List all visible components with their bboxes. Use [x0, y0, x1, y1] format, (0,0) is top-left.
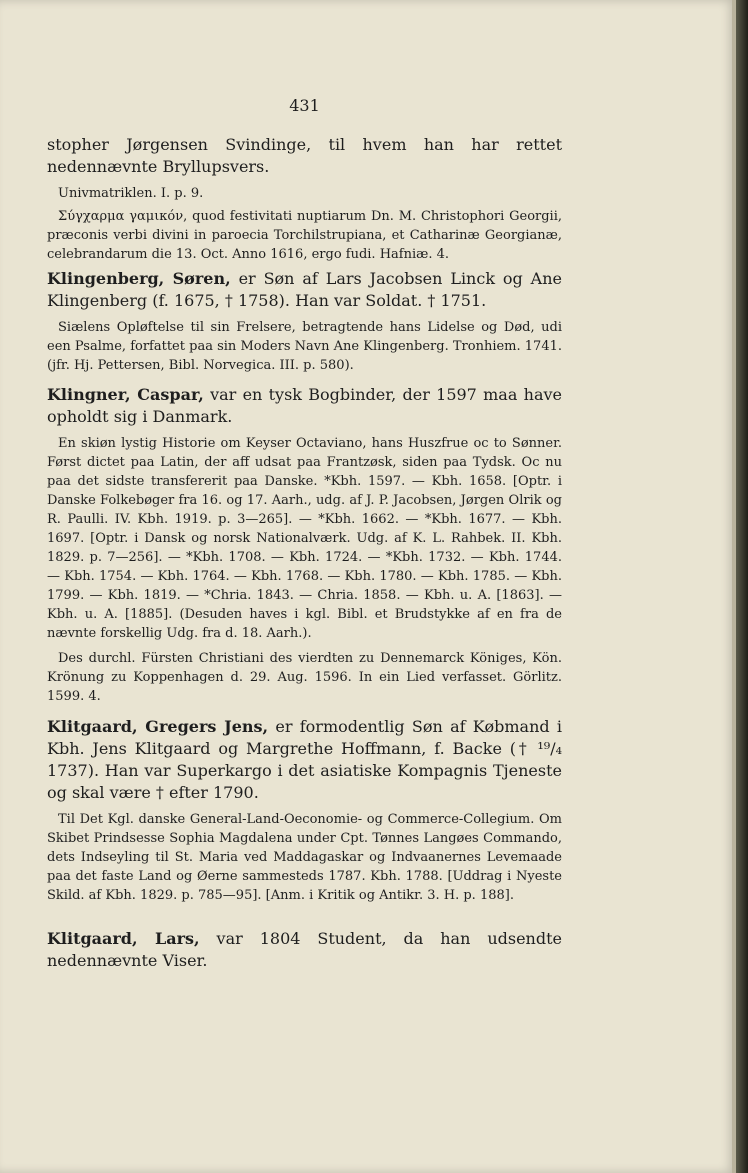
entry-reference: Univmatriklen. I. p. 9. [58, 186, 204, 201]
entry-work: Siælens Opløftelse til sin Frelsere, betragtende hans Lidelse og Død, udi een Psalme, forfattet paa sin Moders Navn Ane Klingenberg. Tronhiem. 1741. (jfr. Hj. Pettersen, Bibl. Norvegica. III. p. 580). [47, 320, 562, 373]
entry-klingenberg [47, 268, 562, 375]
entry-lead [47, 384, 562, 428]
entry-continuation [47, 134, 562, 264]
entry-work: Σύγχαρμα γαμικόν, quod festivitati nuptiarum Dn. M. Christophori Georgii, præconis verbi divini in paroecia Torchilstrupiana, et Catharinæ Georgianæ, celebrandarum die 13. Oct. Anno 1616, ergo fudi. Hafniæ. 4. [47, 209, 562, 262]
entry-name: Klitgaard, Gregers Jens, [47, 717, 269, 736]
entry-lead [47, 716, 562, 804]
entry-klitgaard-lars [47, 928, 562, 972]
entry-work: Til Det Kgl. danske General-Land-Oeconomie- og Commerce-Collegium. Om Skibet Prindsesse Sophia Magdalena under Cpt. Tønnes Langøes Commando, dets Indseyling til St. Maria ved Maddagaskar og Indvaanernes Levemaade paa det faste Land og Øerne sammesteds 1787. Kbh. 1788. [Uddrag i Nyeste Skild. af Kbh. 1829. p. 785—95]. [Anm. i Kritik og Antikr. 3. H. p. 188]. [47, 812, 562, 903]
entry-bio: var 1804 Student, da han udsendte nedennævnte Viser. [47, 929, 562, 970]
entry-lead [47, 268, 562, 312]
entry-klitgaard-gregers [47, 716, 562, 905]
entry-bio: var en tysk Bogbinder, der 1597 maa have opholdt sig i Danmark. [47, 385, 563, 426]
book-edge [736, 0, 748, 1173]
entry-lead [47, 928, 562, 972]
entry-bio: er Søn af Lars Jacobsen Linck og Ane Klingenberg (f. 1675, † 1758). Han var Soldat. † 1751. [47, 269, 563, 310]
entry-lead: stopher Jørgensen Svindinge, til hvem han har rettet nedennævnte Bryllupsvers. [47, 135, 562, 176]
page-number: 431 [289, 96, 320, 115]
entry-name: Klingner, Caspar, [47, 385, 204, 404]
entry-name: Klingenberg, Søren, [47, 269, 231, 288]
entry-name: Klitgaard, Lars, [47, 929, 200, 948]
entry-work: Des durchl. Fürsten Christiani des vierdten zu Dennemarck Königes, Kön. Krönung zu Koppenhagen d. 29. Aug. 1596. In ein Lied verfasset. Görlitz. 1599. 4. [47, 651, 562, 704]
entry-bio: er formodentlig Søn af Købmand i Kbh. Jens Klitgaard og Margrethe Hoffmann, f. Backe († ¹⁹/₄ 1737). Han var Superkargo i det asiatiske Kompagnis Tjeneste og skal være † efter 1790. [47, 717, 562, 802]
entry-klingner [47, 384, 562, 706]
entry-work: En skiøn lystig Historie om Keyser Octaviano, hans Huszfrue oc to Sønner. Først dictet paa Latin, der aff udsat paa Frantzøsk, siden paa Tydsk. Oc nu paa det sidste transfererit paa Danske. *Kbh. 1597. — Kbh. 1658. [Optr. i Danske Folkebøger fra 16. og 17. Aarh., udg. af J. P. Jacobsen, Jørgen Olrik og R. Paulli. IV. Kbh. 1919. p. 3—265]. — *Kbh. 1662. — *Kbh. 1677. — Kbh. 1697. [Optr. i Dansk og norsk Nationalværk. Udg. af K. L. Rahbek. II. Kbh. 1829. p. 7—256]. — *Kbh. 1708. — Kbh. 1724. — *Kbh. 1732. — Kbh. 1744. — Kbh. 1754. — Kbh. 1764. — Kbh. 1768. — Kbh. 1780. — Kbh. 1785. — Kbh. 1799. — Kbh. 1819. — *Chria. 1843. — Chria. 1858. — Kbh. u. A. [1863]. — Kbh. u. A. [1885]. (Desuden haves i kgl. Bibl. et Brudstykke af en fra de nævnte forskellig Udg. fra d. 18. Aarh.). [47, 436, 562, 641]
